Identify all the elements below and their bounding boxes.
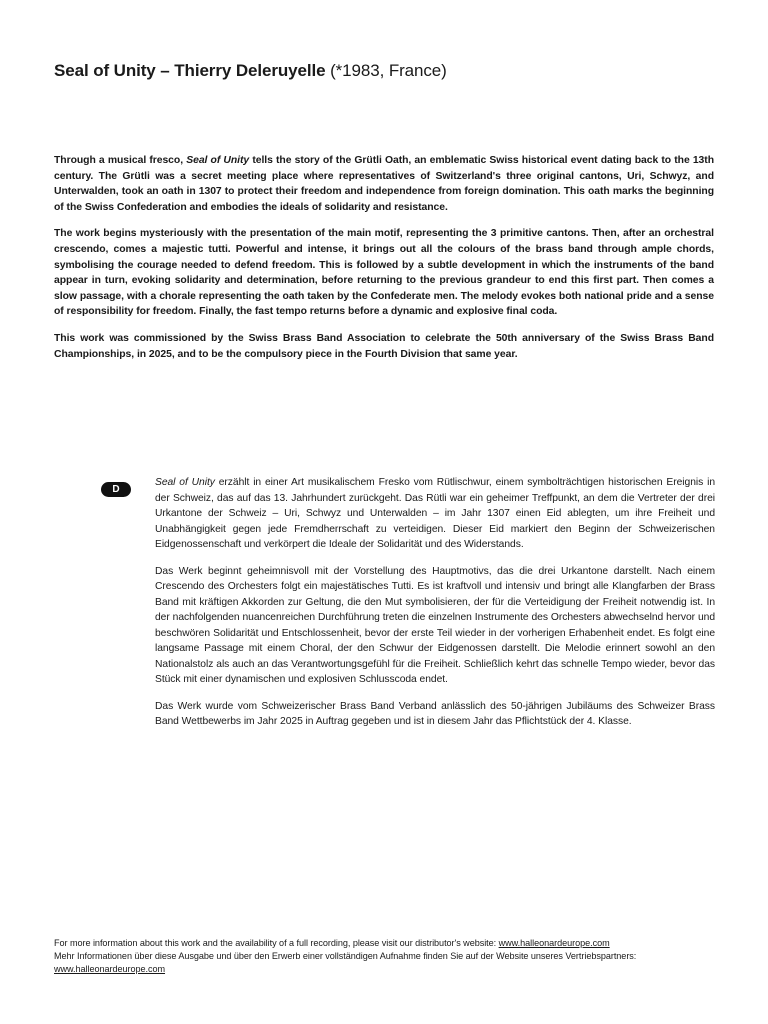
german-section bbox=[155, 475, 715, 741]
german-paragraph-1 bbox=[155, 475, 715, 553]
english-p1-work-title: Seal of Unity bbox=[186, 155, 250, 166]
german-paragraph-3: Das Werk wurde vom Schweizerischer Brass Band Verband anlässlich des 50-jährigen Jubiläums des Schweizer Brass Band Wettbewerbs im Jahr 2025 in Auftrag gegeben und ist in diesem Jahr das Pflichtstück der 4. Klasse. bbox=[155, 700, 715, 727]
english-paragraph-2: The work begins mysteriously with the presentation of the main motif, representing the 3 primitive cantons. Then, after an orchestral crescendo, comes a majestic tutti. Powerful and intense, it brings out all the colours of the brass band through ample chords, symbolising the courage needed to defend freedom. This is followed by a subtle development in which the instruments of the band appear in turn, evoking solidarity and determination, before returning to the previous grandeur to end this first part. Then comes a slow passage, with a chorale representing the oath taken by the Confederate men. The melody evokes both national pride and a sense of responsibility for freedom. Finally, the fast tempo returns before a dynamic and explosive final coda. bbox=[54, 228, 714, 318]
title-main: Seal of Unity – Thierry Deleruyelle bbox=[54, 61, 326, 80]
footer bbox=[54, 937, 716, 976]
english-p1-body: tells the story of the Grütli Oath, an emblematic Swiss historical event dating back to the 13th century. The Grütli was a secret meeting place where representatives of Switzerland's three original cantons, Uri, Schwyz, and Unterwalden, took an oath in 1307 to protect their freedom and independence from foreign domination. This oath marks the beginning of the Swiss Confederation and embodies the ideals of solidarity and resistance. bbox=[54, 155, 714, 213]
page-title bbox=[54, 60, 714, 82]
footer-text-english: For more information about this work and the availability of a full recording, please visit our distributor's website: bbox=[54, 938, 499, 948]
footer-text-german: Mehr Informationen über diese Ausgabe und über den Erwerb einer vollständigen Aufnahme finden Sie auf der Website unseres Vertriebspartners: bbox=[54, 951, 637, 961]
distributor-link-german[interactable]: www.halleonardeurope.com bbox=[54, 964, 166, 974]
title-composer-info: (*1983, France) bbox=[325, 61, 447, 80]
german-paragraph-2: Das Werk beginnt geheimnisvoll mit der Vorstellung des Hauptmotivs, das die drei Urkantone darstellt. Nach einem Crescendo des Orchesters folgt ein majestätisches Tutti. Es ist kraftvoll und intensiv und bringt alle Klangfarben der Brass Band mit kräftigen Akkorden zur Geltung, die den Mut symbolisieren, der für die Verteidigung der Freiheit notwendig ist. In der nachfolgenden nuancenreichen Durchführung treten die einzelnen Instrumente des Orchesters abwechselnd hervor und beschwören Solidarität und Entschlossenheit, bevor der erste Teil wieder in der vorherigen Erhabenheit endet. Es folgt eine langsame Passage mit einem Choral, der den Schwur der Eidgenossen darstellt. Die Melodie erinnert sowohl an den Nationalstolz als auch an das Verantwortungsgefühl für die Freiheit. Schließlich kehrt das schnelle Tempo wieder, bevor das Stück mit einer dynamischen und explosiven Schlusscoda endet. bbox=[155, 565, 715, 685]
english-paragraph-1 bbox=[54, 153, 714, 215]
english-p1-lead: Through a musical fresco, bbox=[54, 155, 187, 166]
english-section bbox=[54, 153, 714, 373]
language-badge-german: D bbox=[101, 482, 131, 497]
english-paragraph-3: This work was commissioned by the Swiss Brass Band Association to celebrate the 50th anniversary of the Swiss Brass Band Championships, in 2025, and to be the compulsory piece in the Fourth Division that same year. bbox=[54, 332, 714, 360]
distributor-link-english[interactable]: www.halleonardeurope.com bbox=[498, 938, 610, 948]
german-p1-work-title: Seal of Unity bbox=[155, 477, 215, 488]
footer-line-german bbox=[54, 950, 716, 976]
footer-line-english bbox=[54, 937, 716, 950]
german-p1-body: erzählt in einer Art musikalischem Fresko vom Rütlischwur, einem symbolträchtigen historischen Ereignis in der Schweiz, das auf das 13. Jahrhundert zurückgeht. Das Rütli war ein geheimer Treffpunkt, an dem die Vertreter der drei Urkantone der Schweiz – Uri, Schwyz und Unterwalden – im Jahr 1307 einen Eid ablegten, um ihre Freiheit und Unabhängigkeit gegen jede Fremdherrschaft zu verteidigen. Dieser Eid markiert den Beginn der Schweizerischen Eidgenossenschaft und verkörpert die Ideale der Solidarität und des Widerstands. bbox=[155, 477, 716, 550]
